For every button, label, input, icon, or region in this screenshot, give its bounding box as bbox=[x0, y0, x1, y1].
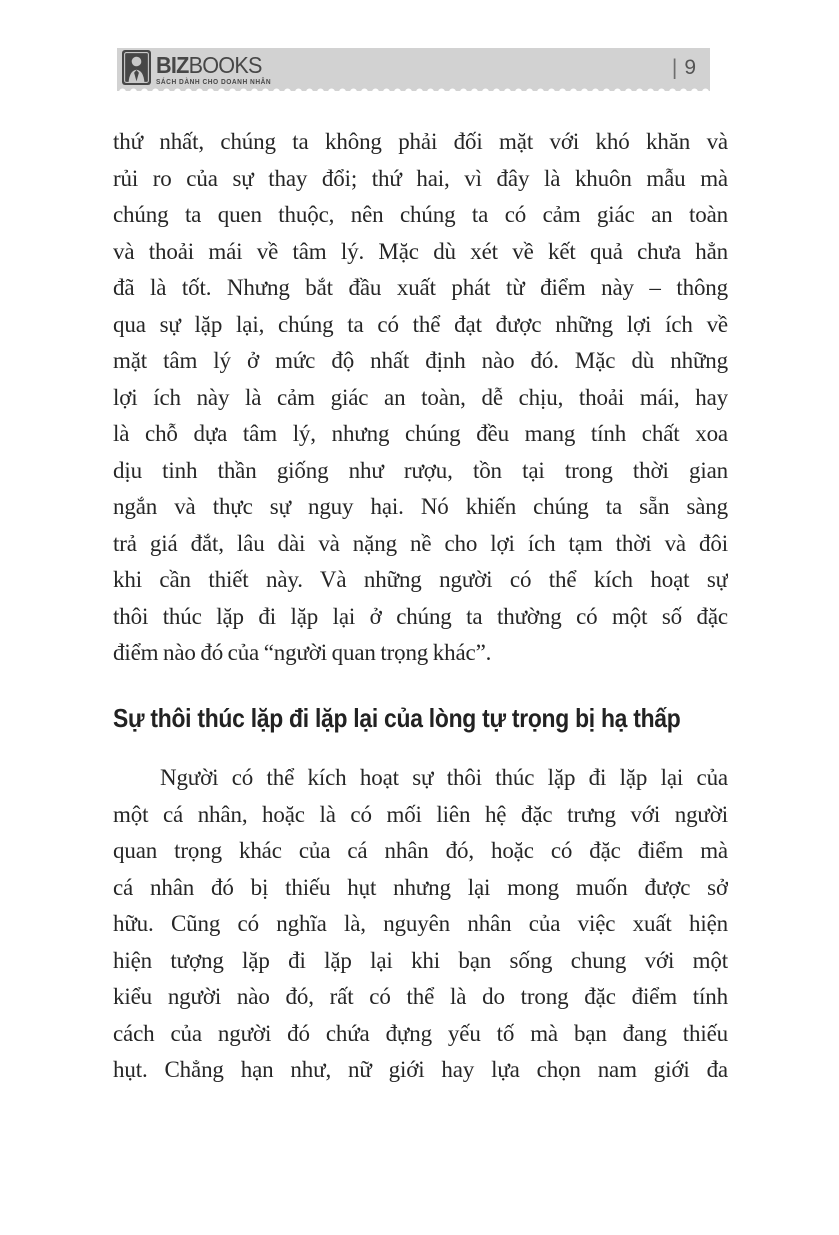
text-line: qua sự lặp lại, chúng ta có thể đạt được những lợi ích về bbox=[113, 311, 728, 337]
page-number-separator: | bbox=[671, 54, 678, 80]
page-number bbox=[672, 56, 696, 80]
text-line: hữu. Cũng có nghĩa là, nguyên nhân của việc xuất hiện bbox=[113, 911, 728, 936]
text-line: cách của người đó chứa đựng yếu tố mà bạn đang thiếu bbox=[113, 1020, 728, 1046]
text-line: hiện tượng lặp đi lặp lại khi bạn sống chung với một bbox=[113, 947, 728, 973]
text-line: và thoải mái về tâm lý. Mặc dù xét về kết quả chưa hẳn bbox=[113, 238, 728, 264]
text-line: đã là tốt. Nhưng bắt đầu xuất phát từ điểm này – thông bbox=[113, 275, 728, 300]
text-line: quan trọng khác của cá nhân đó, hoặc có đặc điểm mà bbox=[113, 838, 728, 863]
text-line: ngắn và thực sự nguy hại. Nó khiến chúng ta sẵn sàng bbox=[113, 494, 728, 519]
text-line: rủi ro của sự thay đổi; thứ hai, vì đây là khuôn mẫu mà bbox=[113, 165, 728, 191]
text-line: là chỗ dựa tâm lý, nhưng chúng đều mang tính chất xoa bbox=[113, 421, 728, 446]
text-line: hụt. Chẳng hạn như, nữ giới hay lựa chọn nam giới đa bbox=[113, 1057, 728, 1082]
page-number-value: 9 bbox=[684, 55, 696, 79]
logo-text bbox=[156, 51, 272, 86]
text-line: mặt tâm lý ở mức độ nhất định nào đó. Mặc dù những bbox=[113, 348, 728, 373]
text-line: kiểu người nào đó, rất có thể là do trong đặc điểm tính bbox=[113, 984, 728, 1009]
text-line: chúng ta quen thuộc, nên chúng ta có cảm giác an toàn bbox=[113, 202, 728, 227]
section-heading-text: Sự thôi thúc lặp đi lặp lại của lòng tự trọng bị hạ thấp bbox=[113, 703, 681, 733]
bizbooks-logo bbox=[122, 50, 278, 86]
text-line: dịu tinh thần giống như rượu, tồn tại trong thời gian bbox=[113, 457, 728, 483]
text-line: thôi thúc lặp đi lặp lại ở chúng ta thường có một số đặc bbox=[113, 603, 728, 629]
text-line: một cá nhân, hoặc là có mối liên hệ đặc trưng với người bbox=[113, 801, 728, 827]
text-line: cá nhân đó bị thiếu hụt nhưng lại mong muốn được sở bbox=[113, 874, 728, 900]
brand-bold: BIZ bbox=[156, 51, 189, 78]
text-line: Người có thể kích hoạt sự thôi thúc lặp đi lặp lại của bbox=[160, 765, 728, 790]
section-heading bbox=[113, 700, 753, 736]
text-line: lợi ích này là cảm giác an toàn, dễ chịu, thoải mái, hay bbox=[113, 384, 728, 410]
text-line: khi cần thiết này. Và những người có thể kích hoạt sự bbox=[113, 567, 728, 592]
paragraph-1 bbox=[113, 124, 728, 672]
text-line: trả giá đắt, lâu dài và nặng nề cho lợi ích tạm thời và đôi bbox=[113, 530, 728, 556]
businessman-book-logo-icon bbox=[122, 50, 151, 85]
paragraph-2 bbox=[113, 760, 728, 1089]
brand-name bbox=[156, 51, 271, 78]
header-bar bbox=[117, 48, 710, 91]
text-line: thứ nhất, chúng ta không phải đối mặt với khó khăn và bbox=[113, 129, 728, 154]
text-line: điểm nào đó của “người quan trọng khác”. bbox=[113, 640, 492, 665]
brand-light: BOOKS bbox=[188, 51, 262, 78]
brand-tagline: SÁCH DÀNH CHO DOANH NHÂN bbox=[156, 78, 272, 86]
